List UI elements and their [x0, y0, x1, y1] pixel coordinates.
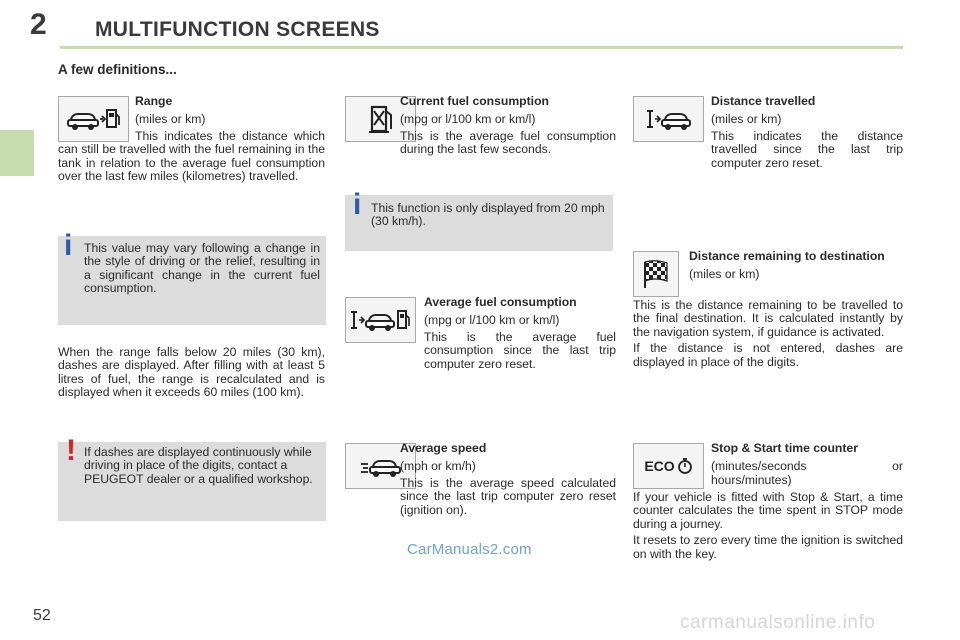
- trip-car-icon: [633, 96, 704, 142]
- current-fuel-title: Current fuel consumption: [400, 94, 549, 108]
- range-header-block: [135, 95, 325, 130]
- average-speed-title: Average speed: [400, 441, 487, 455]
- chapter-title: MULTIFUNCTION SCREENS: [95, 18, 380, 41]
- range-title: Range: [135, 94, 173, 108]
- current-fuel-unit: (mpg or l/100 km or km/l): [400, 112, 536, 127]
- warning-box-dashes: [58, 434, 326, 521]
- section-heading: A few definitions...: [58, 62, 177, 77]
- stop-start-unit: (minutes/seconds or hours/minutes): [711, 459, 903, 487]
- stop-start-note: It resets to zero every time the ignition is switched on with the key.: [633, 533, 903, 561]
- info-box-variation: [58, 229, 326, 325]
- stop-start-description: If your vehicle is fitted with Stop & Start, a time counter calculates the time spent in STOP mode during a journey.: [633, 490, 903, 531]
- info-icon: i: [353, 188, 362, 221]
- info-box-speed: [345, 188, 613, 251]
- distance-travelled-title: Distance travelled: [711, 94, 816, 108]
- eco-label: ECO: [644, 458, 675, 474]
- info-icon: i: [64, 229, 73, 262]
- stop-start-title: Stop & Start time counter: [711, 441, 858, 455]
- distance-travelled-block: [711, 95, 903, 173]
- range-dashes-text: When the range falls below 20 miles (30 km), dashes are displayed. After filling with at least 5 litres of fuel, the range is recalculated and is displayed when it exceeds 60 miles (100 km).: [58, 345, 325, 400]
- average-fuel-description: This is the average fuel consumption since the last trip computer zero reset.: [424, 329, 616, 371]
- current-fuel-block: [400, 95, 616, 160]
- distance-remaining-description: This is the distance remaining to be travelled to the final destination. It is calculated instantly by the navigation system, if guidance is activated.: [633, 298, 903, 339]
- eco-stopwatch-icon: [633, 443, 704, 489]
- watermark-link[interactable]: CarManuals2.com: [407, 541, 532, 558]
- header-rule: [60, 46, 903, 49]
- distance-remaining-title: Distance remaining to destination: [689, 249, 885, 263]
- stop-start-header: [711, 442, 903, 490]
- average-speed-unit: (mph or km/h): [400, 459, 476, 474]
- warning-dashes-text: If dashes are displayed continuously while driving in place of the digits, contact a PEUGEOT dealer or a qualified workshop.: [84, 445, 313, 486]
- average-fuel-title: Average fuel consumption: [424, 295, 577, 309]
- average-speed-block: [400, 442, 616, 520]
- range-unit: (miles or km): [135, 112, 206, 127]
- range-description: This indicates the distance which can still be travelled with the fuel remaining in the tank in relation to the average fuel consumption over the last few miles (kilometres) travelled.: [58, 129, 325, 184]
- distance-remaining-body: [633, 299, 903, 372]
- distance-remaining-header: [689, 250, 903, 285]
- warning-exclamation-icon: !: [66, 434, 76, 467]
- distance-remaining-unit: (miles or km): [689, 267, 760, 282]
- chapter-number: 2: [30, 8, 47, 41]
- distance-travelled-unit: (miles or km): [711, 112, 782, 127]
- info-variation-text: This value may vary following a change in the style of driving or the relief, resulting in a significant change in the current fuel consumption.: [84, 241, 320, 296]
- current-fuel-description: This is the average fuel consumption during the last few seconds.: [400, 128, 616, 157]
- trip-car-fuel-icon: [345, 297, 416, 343]
- chapter-side-tab: [0, 130, 34, 176]
- info-speed-text: This function is only displayed from 20 mph (30 km/h).: [371, 201, 605, 229]
- checkered-flag-icon: [633, 251, 679, 297]
- average-fuel-unit: (mpg or l/100 km or km/l): [424, 313, 560, 328]
- stop-start-body: [633, 491, 903, 564]
- average-speed-description: This is the average speed calculated since the last trip computer zero reset (ignition on).: [400, 475, 616, 517]
- distance-travelled-description: This indicates the distance travelled since the last trip computer zero reset.: [711, 128, 903, 170]
- page-number: 52: [33, 607, 51, 624]
- average-fuel-block: [424, 296, 616, 374]
- footer-site-watermark: carmanualsonline.info: [680, 612, 876, 633]
- distance-remaining-note: If the distance is not entered, dashes are displayed in place of the digits.: [633, 341, 903, 369]
